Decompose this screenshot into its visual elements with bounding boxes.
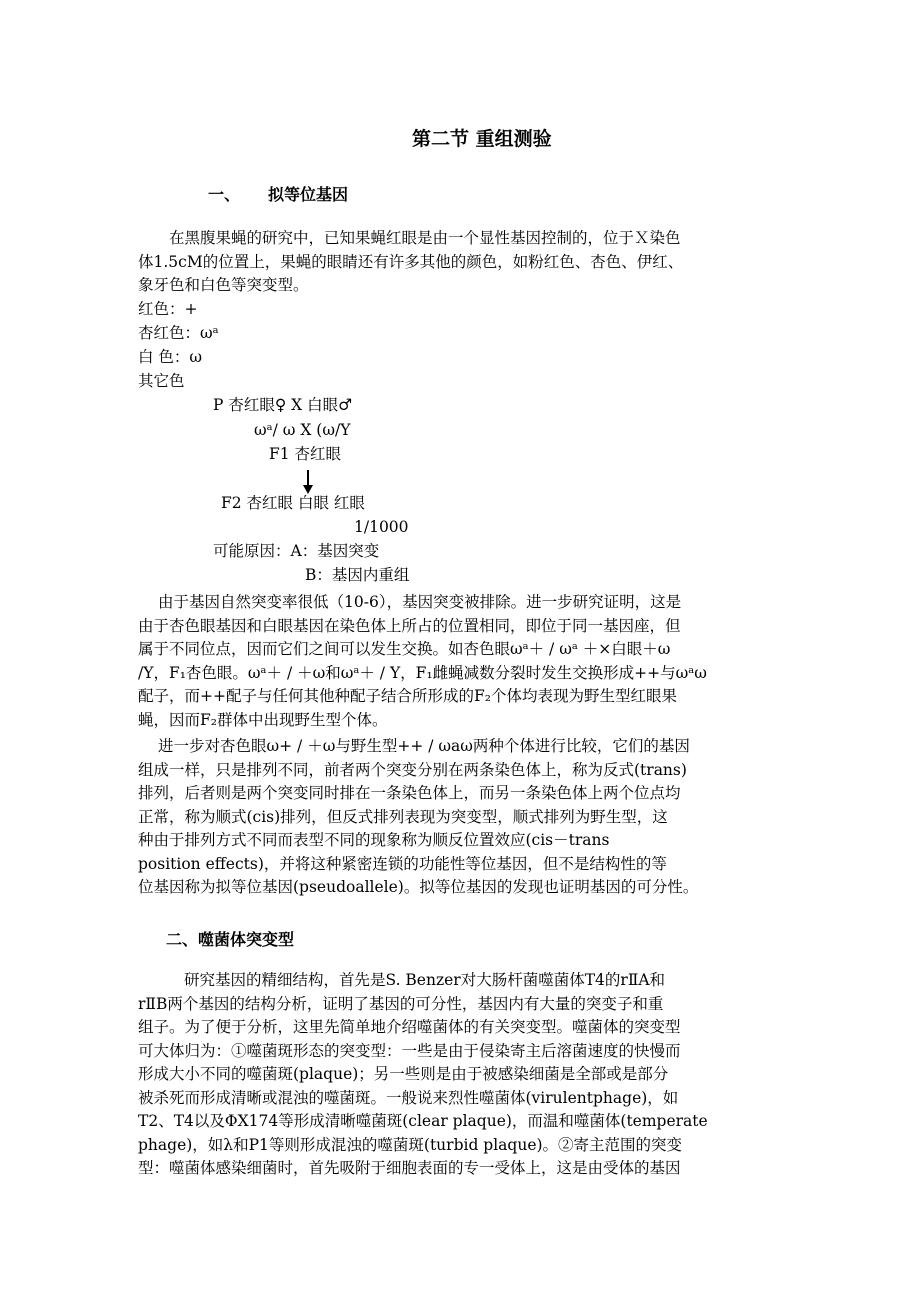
paragraph-line: 体1.5cM的位置上，果蝇的眼睛还有许多其他的颜色，如粉红色、杏色、伊红、 bbox=[138, 252, 684, 271]
paragraph-line: 位基因称为拟等位基因(pseudoallele)。拟等位基因的发现也证明基因的可分性。 bbox=[138, 878, 699, 896]
reason-b: B：基因内重组 bbox=[305, 566, 410, 584]
paragraph-line: 型：噬菌体感染细菌时，首先吸附于细胞表面的专一受体上，这是由受体的基因 bbox=[138, 1159, 681, 1177]
allele-apricot: 杏红色：ωᵃ bbox=[138, 324, 219, 342]
page-title: 第二节 重组测验 bbox=[412, 128, 552, 150]
paragraph-line: position effects)，并将这种紧密连锁的功能性等位基因，但不是结构性的等 bbox=[138, 854, 667, 873]
reason-a: 可能原因：A：基因突变 bbox=[213, 542, 380, 560]
cross-f2-line: F2 杏红眼 白眼 红眼 bbox=[221, 494, 365, 512]
paragraph-line: 由于杏色眼基因和白眼基因在染色体上所占的位置相同，即位于同一基因座，但 bbox=[138, 616, 681, 635]
section1-heading: 拟等位基因 bbox=[268, 185, 349, 204]
paragraph-line: 属于不同位点，因而它们之间可以发生交换。如杏色眼ωᵃ＋ / ωᵃ ＋×白眼＋ω bbox=[138, 640, 671, 658]
paragraph-line: 在黑腹果蝇的研究中，已知果蝇红眼是由一个显性基因控制的，位于Ｘ染色 bbox=[169, 229, 681, 247]
section1-paragraph-2 bbox=[138, 591, 792, 732]
section1-paragraph-3 bbox=[138, 735, 792, 900]
paragraph-line: 组子。为了便于分析，这里先简单地介绍噬菌体的有关突变型。噬菌体的突变型 bbox=[138, 1018, 681, 1036]
cross-genotype-line: ωᵃ/ ω X (ω/Y bbox=[254, 421, 351, 439]
paragraph-line: 组成一样，只是排列不同，前者两个突变分别在两条染色体上，称为反式(trans) bbox=[138, 760, 687, 779]
paragraph-line: phage)，如λ和P1等则形成混浊的噬菌斑(turbid plaque)。②寄主范围的突变 bbox=[138, 1135, 683, 1154]
section1-intro-paragraph bbox=[138, 227, 792, 298]
paragraph-line: 配子，而++配子与任何其他种配子结合所形成的F₂个体均表现为野生型红眼果 bbox=[138, 687, 677, 705]
paragraph-line: 正常，称为顺式(cis)排列，但反式排列表现为突变型，顺式排列为野生型，这 bbox=[138, 807, 668, 826]
paragraph-line: 象牙色和白色等突变型。 bbox=[138, 276, 309, 294]
paragraph-line: 排列，后者则是两个突变同时排在一条染色体上，而另一条染色体上两个位点均 bbox=[138, 784, 681, 802]
paragraph-line: 蝇，因而F₂群体中出现野生型个体。 bbox=[138, 710, 388, 729]
paragraph-line: 由于基因自然突变率很低（10-6），基因突变被排除。进一步研究证明，这是 bbox=[158, 593, 682, 611]
paragraph-line: /Y，F₁杏色眼。ωᵃ＋ / ＋ω和ωᵃ＋ / Y，F₁雌蝇减数分裂时发生交换形成++与ωᵃω bbox=[138, 663, 707, 682]
paragraph-line: T2、T4以及ΦX174等形成清晰噬菌斑(clear plaque)，而温和噬菌体(temperate bbox=[138, 1112, 708, 1130]
paragraph-line: 进一步对杏色眼ω+ / ＋ω与野生型++ / ωaω两种个体进行比较，它们的基因 bbox=[158, 737, 690, 755]
cross-f1-line: F1 杏红眼 bbox=[269, 445, 342, 463]
cross-ratio: 1/1000 bbox=[354, 518, 409, 536]
allele-red: 红色：+ bbox=[138, 300, 198, 318]
section1-heading-number: 一、 bbox=[208, 185, 241, 204]
paragraph-line: rⅡB两个基因的结构分析，证明了基因的可分性，基因内有大量的突变子和重 bbox=[138, 994, 664, 1013]
allele-other: 其它色 bbox=[138, 372, 185, 390]
paragraph-line: 种由于排列方式不同而表型不同的现象称为顺反位置效应(cis－trans bbox=[138, 831, 610, 849]
paragraph-line: 可大体归为：①噬菌斑形态的突变型：一些是由于侵染寄主后溶菌速度的快慢而 bbox=[138, 1041, 681, 1060]
down-arrow-icon bbox=[303, 470, 313, 494]
section2-heading: 二、噬菌体突变型 bbox=[166, 930, 295, 949]
paragraph-line: 被杀死而形成清晰或混浊的噬菌斑。一般说来烈性噬菌体(virulentphage)，如 bbox=[138, 1088, 679, 1107]
allele-white: 白 色：ω bbox=[138, 348, 203, 366]
paragraph-line: 形成大小不同的噬菌斑(plaque)；另一些则是由于被感染细菌是全部或是部分 bbox=[138, 1065, 669, 1083]
section2-paragraph-1 bbox=[138, 969, 792, 1181]
paragraph-line: 研究基因的精细结构，首先是S. Benzer对大肠杆菌噬菌体T4的rⅡA和 bbox=[184, 971, 666, 989]
cross-parental-line: P 杏红眼♀ X 白眼♂ bbox=[213, 396, 352, 414]
